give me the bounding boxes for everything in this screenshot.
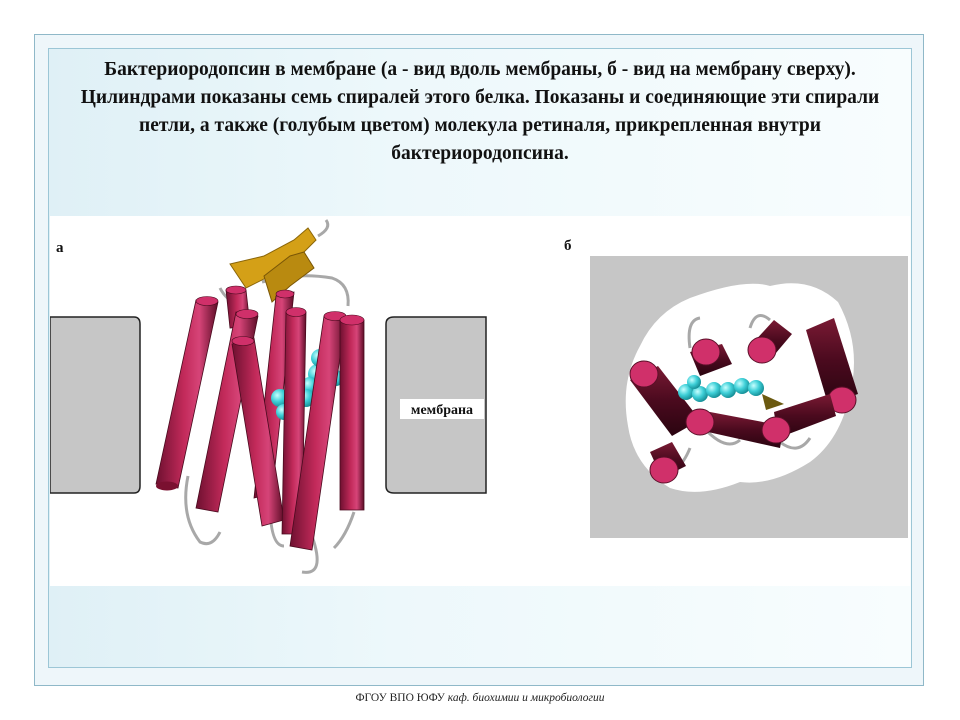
helix-a-6 [340,315,364,510]
footer-dept: каф. биохимии и микробиологии [447,692,605,704]
membrane-left-block [50,317,140,493]
panel-a [50,220,486,572]
membrane-label: мембрана [410,403,474,418]
figure-svg [50,216,910,586]
slide-footer [0,692,960,704]
panel-a-label: а [56,240,64,256]
footer-org: ФГОУ ВПО ЮФУ [355,692,445,704]
panel-b-label: б [564,238,572,254]
figure-area [50,216,910,586]
slide-caption: Бактериородопсин в мембране (а - вид вдоль мембраны, б - вид на мембрану сверху). Цилиндрами показаны семь спиралей этого белка. Показаны и соединяющие эти спирали петли, а также (голубым цветом) молекула ретиналя, прикрепленная внутри бактериородопсина. [80,59,880,164]
panel-b [590,256,908,538]
